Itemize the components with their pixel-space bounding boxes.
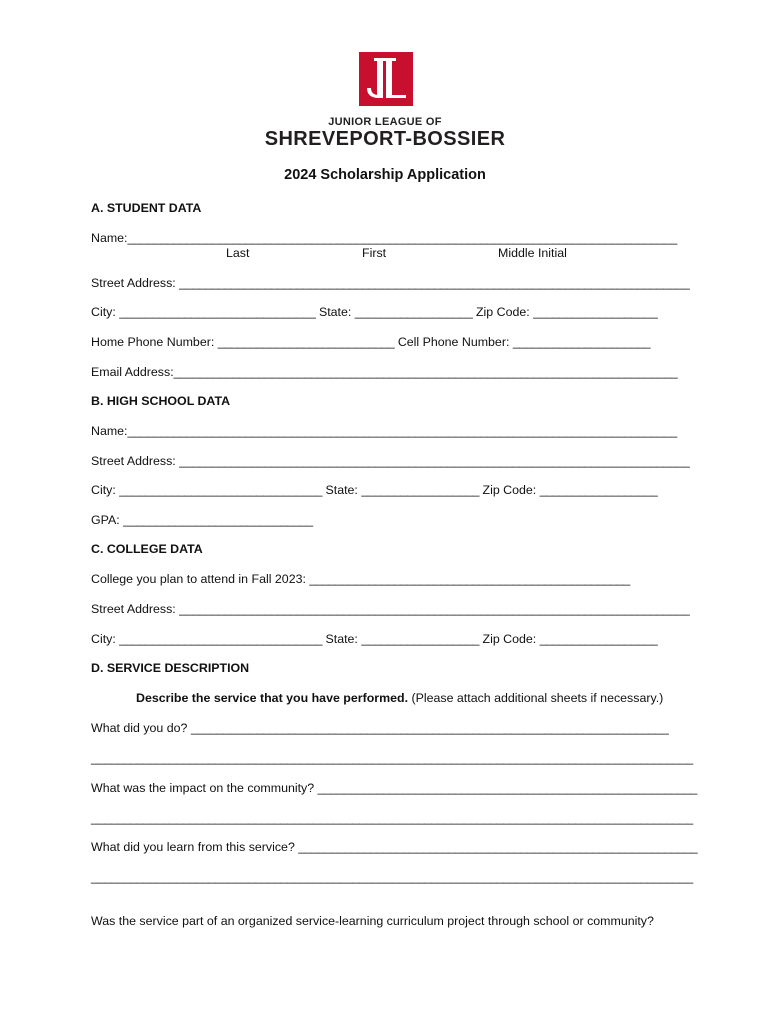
student-city-label: City:: [91, 305, 116, 319]
service-instruction-bold: Describe the service that you have performed.: [136, 691, 409, 705]
school-state-field[interactable]: __________________: [361, 483, 480, 497]
student-state-label: State:: [318, 305, 352, 319]
answer-1-line-2[interactable]: ____________________________________________________________________________________________: [91, 751, 693, 765]
organization-subtitle: JUNIOR LEAGUE OF: [328, 116, 442, 128]
service-instruction-note: (Please attach additional sheets if necessary.): [408, 691, 664, 705]
school-city-label: City:: [91, 483, 116, 497]
school-city-row: [91, 482, 657, 498]
student-street-label: Street Address:: [91, 276, 176, 290]
college-state-label: State:: [325, 632, 358, 646]
answer-2-continuation: [91, 810, 693, 826]
school-street-field[interactable]: ______________________________________________________________________________: [179, 454, 690, 468]
question-1-row: [91, 720, 668, 736]
question-3-row: [91, 839, 697, 855]
school-state-label: State:: [325, 483, 358, 497]
question-what-did-you-do: What did you do?: [91, 721, 188, 735]
name-sublabel-middle-initial: Middle Initial: [498, 246, 567, 260]
college-street-row: [91, 601, 689, 617]
college-city-row: [91, 631, 657, 647]
gpa-field[interactable]: _____________________________: [123, 513, 313, 527]
student-zip-label: Zip Code:: [475, 305, 530, 319]
student-phone-row: [91, 334, 650, 350]
school-city-field[interactable]: _______________________________: [119, 483, 323, 497]
cell-phone-field[interactable]: _____________________: [512, 335, 651, 349]
section-c-heading: C. COLLEGE DATA: [91, 542, 203, 556]
form-title: 2024 Scholarship Application: [284, 167, 486, 183]
answer-3-line-2[interactable]: ____________________________________________________________________________________________: [91, 870, 693, 884]
college-street-field[interactable]: ______________________________________________________________________________: [179, 602, 690, 616]
school-street-row: [91, 453, 689, 469]
student-street-row: [91, 275, 689, 291]
student-email-row: [91, 364, 677, 380]
student-zip-field[interactable]: ___________________: [533, 305, 658, 319]
home-phone-label: Home Phone Number:: [91, 335, 215, 349]
college-label: College you plan to attend in Fall 2023:: [91, 572, 306, 586]
student-name-field[interactable]: ____________________________________________________________________________________: [127, 231, 677, 245]
question-service-learning: Was the service part of an organized service-learning curriculum project through school or community?: [91, 914, 654, 928]
college-zip-field[interactable]: __________________: [539, 632, 658, 646]
answer-1-field[interactable]: _________________________________________________________________________: [190, 721, 669, 735]
answer-3-field[interactable]: _____________________________________________________________: [298, 840, 698, 854]
college-zip-label: Zip Code:: [482, 632, 537, 646]
school-street-label: Street Address:: [91, 454, 176, 468]
junior-league-logo: [359, 52, 413, 106]
student-name-label: Name:: [91, 231, 128, 245]
answer-2-field[interactable]: __________________________________________________________: [317, 781, 697, 795]
home-phone-field[interactable]: ___________________________: [217, 335, 395, 349]
section-a-heading: A. STUDENT DATA: [91, 201, 202, 215]
student-city-field[interactable]: ______________________________: [119, 305, 316, 319]
organization-name: SHREVEPORT-BOSSIER: [264, 128, 506, 150]
college-state-field[interactable]: __________________: [361, 632, 480, 646]
name-sublabel-first: First: [362, 246, 387, 260]
question-learn: What did you learn from this service?: [91, 840, 295, 854]
answer-2-line-2[interactable]: ____________________________________________________________________________________________: [91, 811, 693, 825]
gpa-label: GPA:: [91, 513, 120, 527]
service-instruction: [136, 690, 663, 706]
question-impact: What was the impact on the community?: [91, 781, 315, 795]
gpa-row: [91, 512, 313, 528]
college-city-field[interactable]: _______________________________: [119, 632, 323, 646]
college-city-label: City:: [91, 632, 116, 646]
college-field[interactable]: _________________________________________________: [309, 572, 630, 586]
question-2-row: [91, 780, 697, 796]
email-field[interactable]: _____________________________________________________________________________: [173, 365, 678, 379]
school-name-field[interactable]: ____________________________________________________________________________________: [127, 424, 677, 438]
email-label: Email Address:: [91, 365, 174, 379]
school-name-label: Name:: [91, 424, 128, 438]
student-city-row: [91, 304, 657, 320]
answer-3-continuation: [91, 869, 693, 885]
answer-1-continuation: [91, 750, 693, 766]
section-d-heading: D. SERVICE DESCRIPTION: [91, 661, 250, 675]
student-name-row: [91, 230, 677, 246]
cell-phone-label: Cell Phone Number:: [397, 335, 510, 349]
student-street-field[interactable]: ______________________________________________________________________________: [179, 276, 690, 290]
section-b-heading: B. HIGH SCHOOL DATA: [91, 394, 231, 408]
school-zip-field[interactable]: __________________: [539, 483, 658, 497]
college-row: [91, 571, 630, 587]
question-4-row: [91, 913, 654, 929]
college-street-label: Street Address:: [91, 602, 176, 616]
name-sublabel-last: Last: [226, 246, 250, 260]
student-state-field[interactable]: __________________: [354, 305, 473, 319]
school-name-row: [91, 423, 677, 439]
school-zip-label: Zip Code:: [482, 483, 537, 497]
